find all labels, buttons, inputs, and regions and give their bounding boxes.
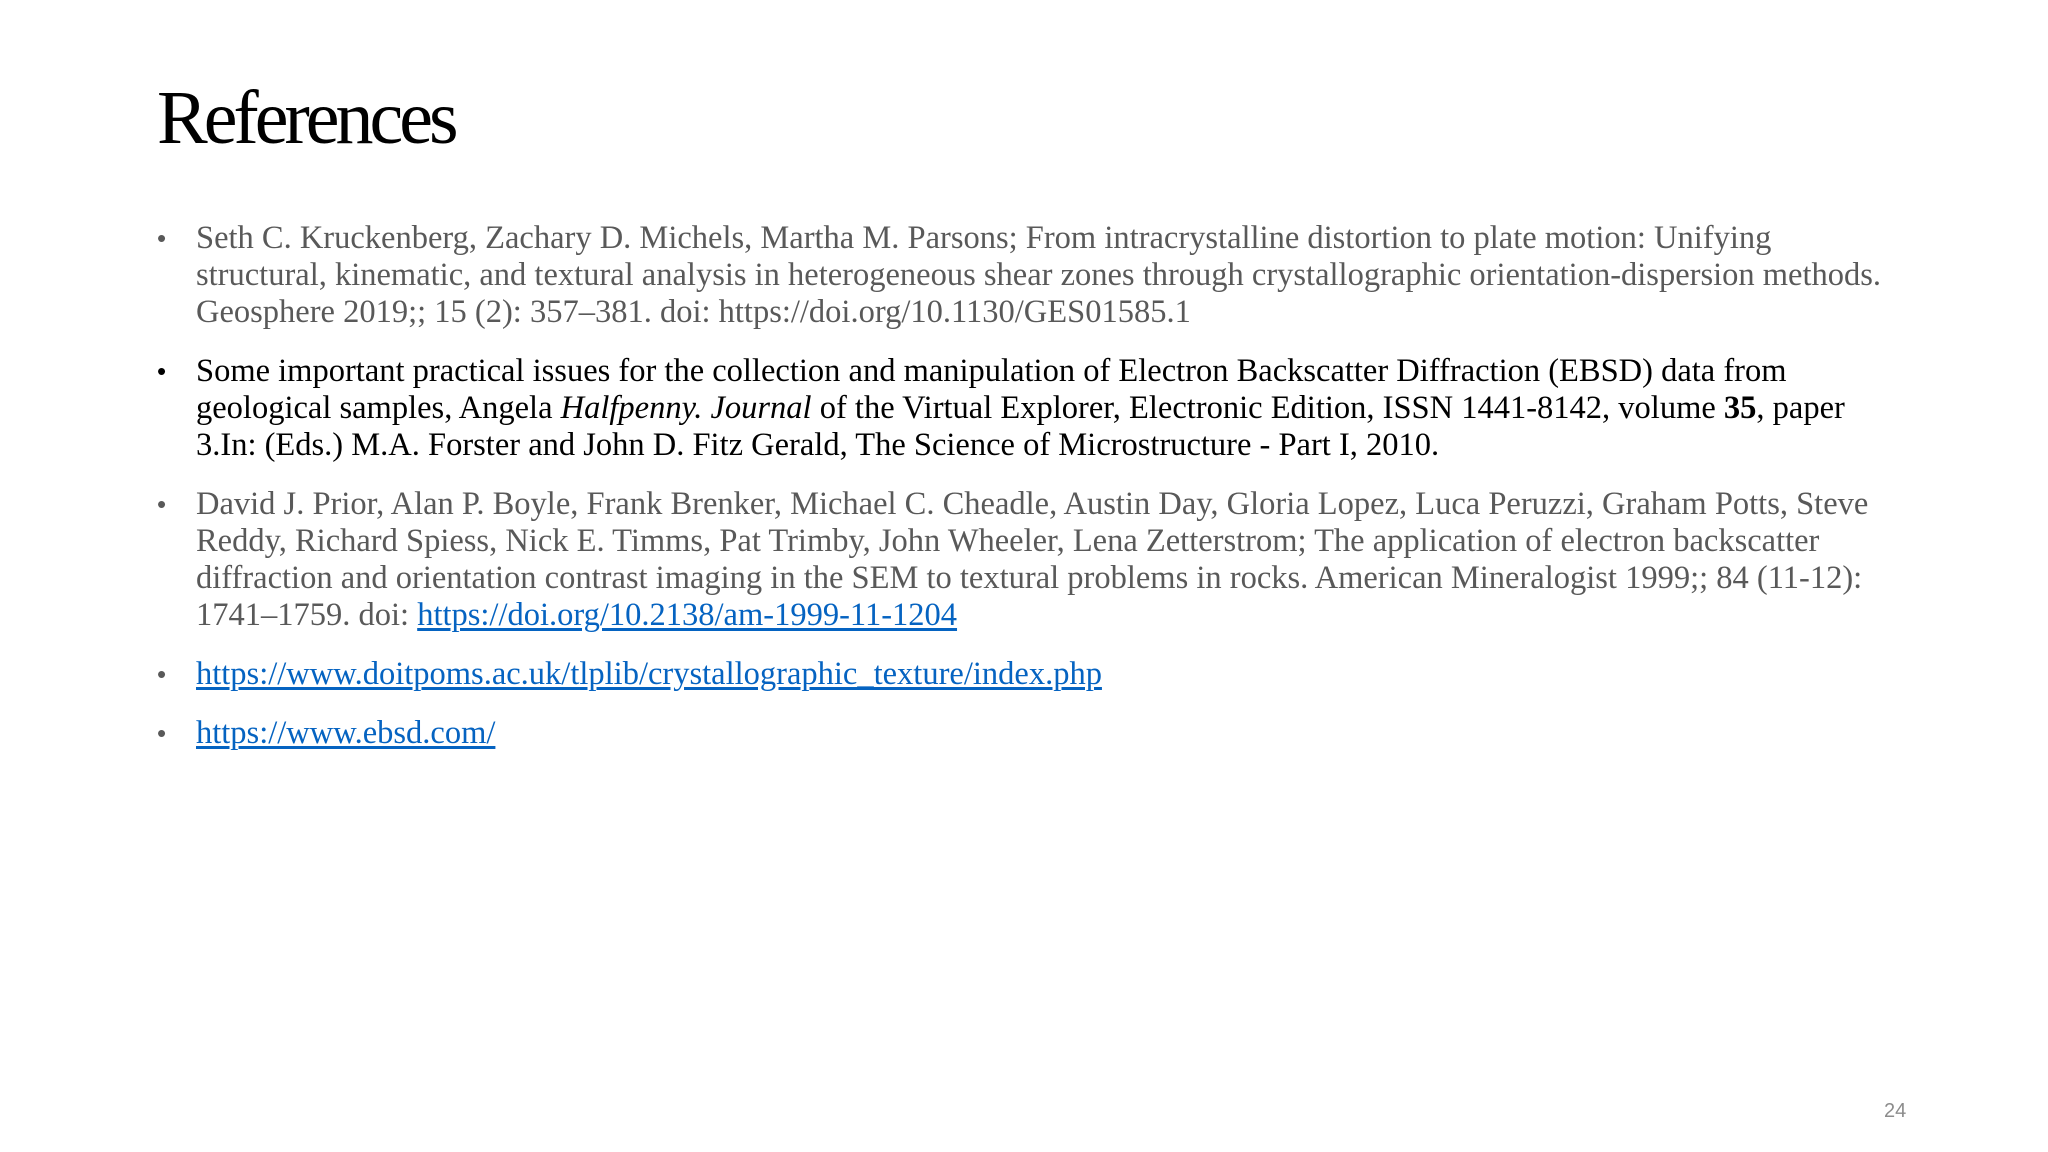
reference-text: Some important practical issues for the collection and manipulation of Electron Backscatter Diffraction (EBSD) data from geological samples, Angela [196, 353, 1787, 426]
bullet-icon: • [157, 223, 167, 253]
reference-volume-number: 35 [1723, 390, 1757, 426]
doi-link[interactable]: https://doi.org/10.2138/am-1999-11-1204 [417, 597, 958, 633]
ebsd-link[interactable]: https://www.ebsd.com/ [196, 715, 496, 751]
reference-text: of the Virtual Explorer, Electronic Edition, ISSN 1441-8142, volume [811, 390, 1724, 426]
reference-text: David J. Prior, Alan P. Boyle, Frank Brenker, Michael C. Cheadle, Austin Day, Gloria Lopez, Luca Peruzzi, Graham Potts, Steve Reddy, Richard Spiess, Nick E. Timms, Pat Trimby, John Wheeler, Lena Zetterstrom; The application of electron backscatter diffraction and orientation contrast imaging in the SEM to textural problems in rocks. American Mineralogist 1999;; 84 (11-12): 1741–1759. doi: [196, 486, 1869, 633]
reference-item-1 [157, 220, 1897, 331]
reference-item-4 [157, 656, 1897, 693]
reference-list [157, 220, 1897, 774]
bullet-icon: • [157, 356, 167, 386]
reference-item-5 [157, 715, 1897, 752]
bullet-icon: • [157, 489, 167, 519]
reference-item-2 [157, 353, 1897, 464]
reference-italic-text: Halfpenny. Journal [560, 390, 812, 426]
reference-text: Seth C. Kruckenberg, Zachary D. Michels, Martha M. Parsons; From intracrystalline distortion to plate motion: Unifying structural, kinematic, and textural analysis in heterogeneous shear zones through crystallographic orientation-dispersion methods. Geosphere 2019;; 15 (2): 357–381. doi: https://doi.org/10.1130/GES01585.1 [196, 220, 1882, 330]
page-number: 24 [1884, 1100, 1907, 1122]
bullet-icon: • [157, 659, 167, 689]
reference-text: , paper 3.In: (Eds.) M.A. Forster and John D. Fitz Gerald, The Science of Microstructure - Part I, 2010. [196, 390, 1845, 463]
reference-item-3 [157, 486, 1897, 634]
doitpoms-link[interactable]: https://www.doitpoms.ac.uk/tlplib/crystallographic_texture/index.php [196, 656, 1102, 692]
bullet-icon: • [157, 718, 167, 748]
slide-title: References [157, 76, 455, 160]
